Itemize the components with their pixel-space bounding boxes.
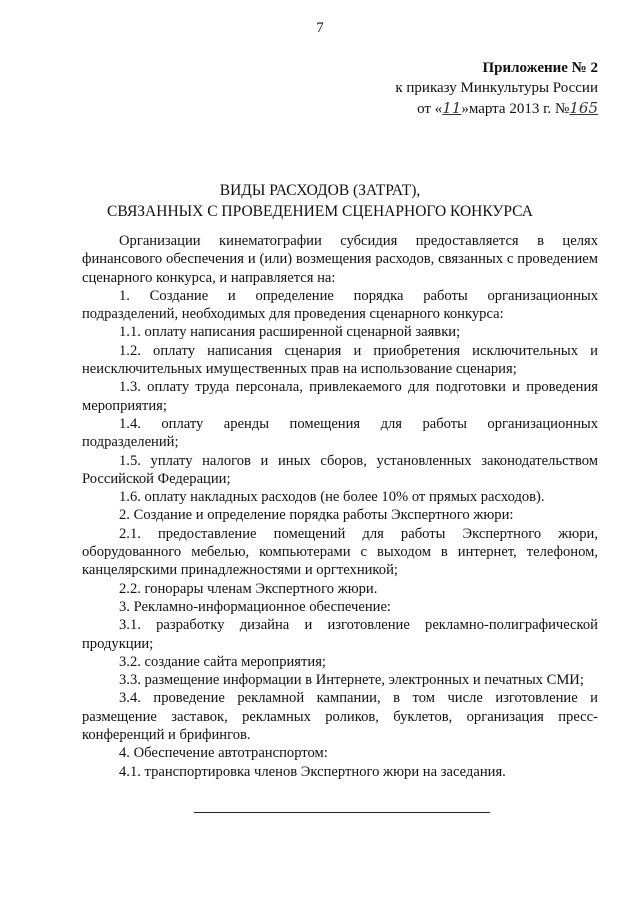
item-1-1: 1.1. оплату написания расширенной сценарной заявки; xyxy=(119,324,461,341)
item-1-6: 1.6. оплату накладных расходов (не более 10% от прямых расходов). xyxy=(119,489,545,506)
handwritten-day: 11 xyxy=(442,99,462,117)
item-3: 3. Рекламно-информационное обеспечение: xyxy=(119,598,391,615)
date-prefix: от « xyxy=(417,101,443,117)
item-3-2: 3.2. создание сайта мероприятия; xyxy=(119,653,326,670)
item-4: 4. Обеспечение автотранспортом: xyxy=(119,745,328,762)
item-1-4: 1.4. оплату аренды помещения для работы организационных подразделений; xyxy=(82,415,598,451)
item-3-4: 3.4. проведение рекламной кампании, в том числе изготовление и размещение заставок, рекламных роликов, буклетов, организация пресс-конференций и брифингов. xyxy=(82,690,598,744)
heading-line-1: ВИДЫ РАСХОДОВ (ЗАТРАТ), xyxy=(219,182,421,199)
document-heading xyxy=(0,180,640,222)
item-4-1: 4.1. транспортировка членов Экспертного жюри на заседания. xyxy=(119,763,506,780)
page-number: 7 xyxy=(316,20,324,36)
item-1-2: 1.2. оплату написания сценария и приобретения исключительных и неисключительных имущественных прав на использование сценария; xyxy=(82,342,598,378)
date-middle: »марта 2013 г. № xyxy=(461,101,570,117)
item-2: 2. Создание и определение порядка работы Экспертного жюри: xyxy=(119,507,514,524)
item-3-3: 3.3. размещение информации в Интернете, электронных и печатных СМИ; xyxy=(119,672,584,689)
item-2-1: 2.1. предоставление помещений для работы Экспертного жюри, оборудованного мебелью, компьютерами с выходом в интернет, телефоном, канцелярскими принадлежностями и оргтехникой; xyxy=(82,525,598,579)
item-1-5: 1.5. уплату налогов и иных сборов, установленных законодательством Российской Федерации; xyxy=(82,452,598,487)
document-body xyxy=(82,232,598,781)
annex-header xyxy=(395,58,598,119)
handwritten-order-number: 165 xyxy=(569,99,598,117)
annex-title: Приложение № 2 xyxy=(482,60,598,76)
heading-line-2: СВЯЗАННЫХ С ПРОВЕДЕНИЕМ СЦЕНАРНОГО КОНКУРСА xyxy=(107,203,533,220)
annex-order-date xyxy=(395,98,598,119)
closing-rule xyxy=(194,812,490,813)
paragraph-intro: Организации кинематографии субсидия предоставляется в целях финансового обеспечения и (или) возмещения расходов, связанных с проведением сценарного конкурса, и направляется на: xyxy=(82,233,598,286)
item-3-1: 3.1. разработку дизайна и изготовление рекламно-полиграфической продукции; xyxy=(82,617,598,652)
item-1: 1. Создание и определение порядка работы организационных подразделений, необходимых для проведения сценарного конкурса: xyxy=(82,287,598,323)
item-2-2: 2.2. гонорары членам Экспертного жюри. xyxy=(119,580,378,597)
item-1-3: 1.3. оплату труда персонала, привлекаемого для подготовки и проведения мероприятия; xyxy=(82,379,598,414)
annex-order-reference: к приказу Минкультуры России xyxy=(395,80,598,96)
